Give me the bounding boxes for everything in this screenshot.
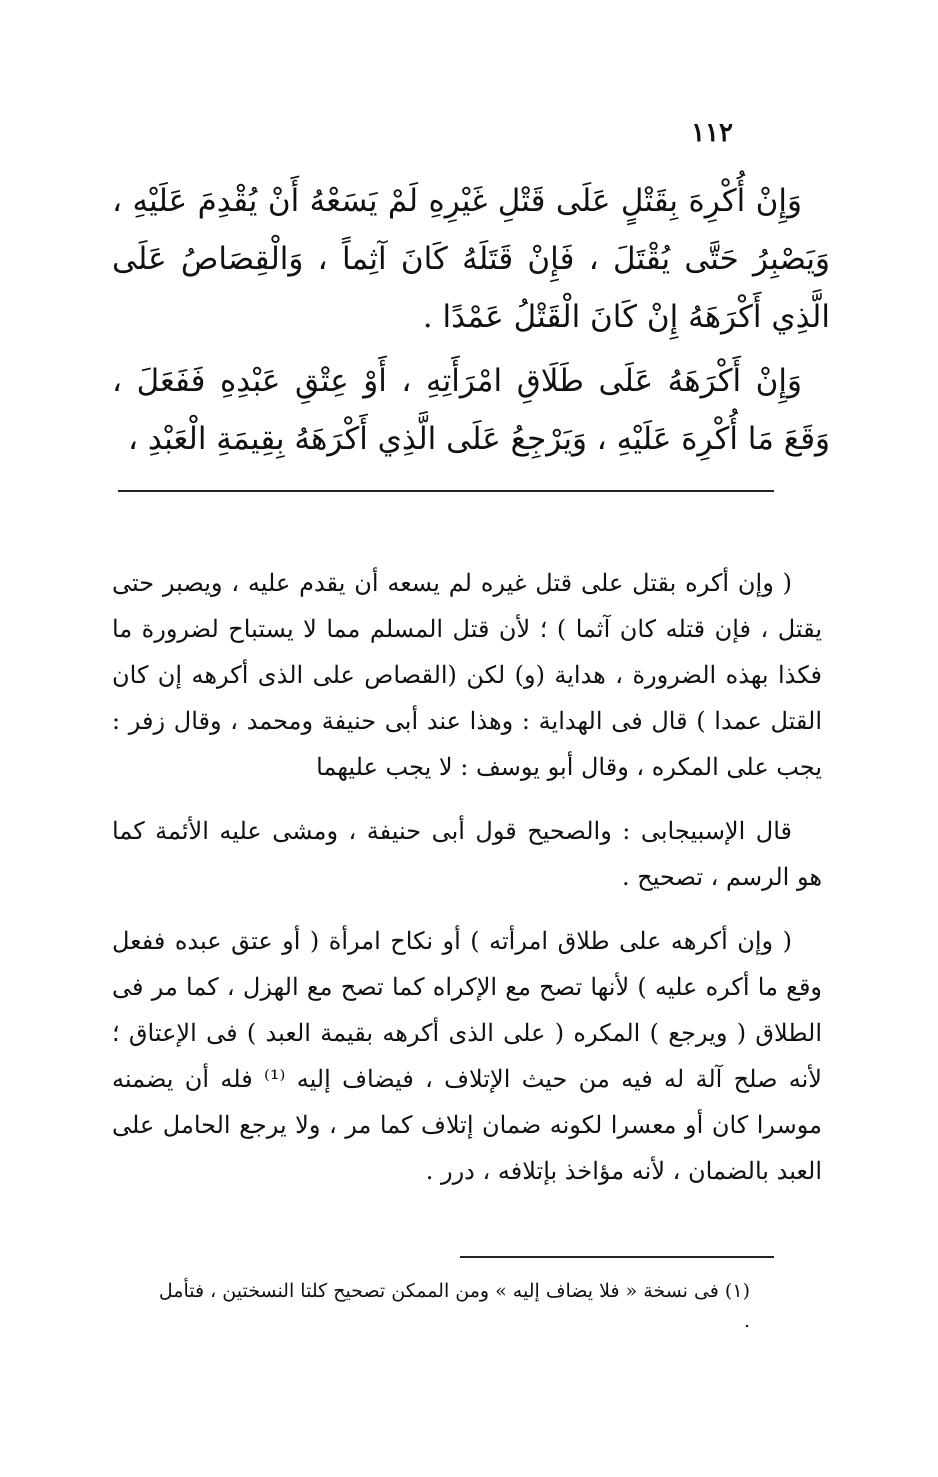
commentary-paragraph: ( وإن أكره بقتل على قتل غيره لم يسعه أن يقدم عليه ، ويصبر حتى يقتل ، فإن قتله كان آثما ) ؛ لأن قتل المسلم مما لا يستباح لضرورة ما فكذا بهذه الضرورة ، هداية (و) لكن (القصاص على الذى أكرهه إن كان القتل عمدا ) قال فى الهداية : وهذا عند أبى حنيفة ومحمد ، وقال زفر : يجب على المكره ، وقال أبو يوسف : لا يجب عليهما <box>112 569 822 781</box>
footnote-divider <box>460 1256 774 1258</box>
commentary-paragraph: قال الإسبيجابى : والصحيح قول أبى حنيفة ، ومشى عليه الأئمة كما هو الرسم ، تصحيح . <box>112 817 822 891</box>
commentary-paragraph: ( وإن أكرهه على طلاق امرأته ) أو نكاح امرأة ( أو عتق عبده ففعل وقع ما أكره عليه ) لأنها تصح مع الإكراه كما تصح مع الهزل ، كما مر فى الطلاق ( ويرجع ) المكره ( على الذى أكرهه بقيمة العبد ) فى الإعتاق ؛ لأنه صلح آلة له فيه من حيث الإتلاف ، فيضاف إليه ⁽¹⁾ فله أن يضمنه موسرا كان أو معسرا لكونه ضمان إتلاف كما مر ، ولا يرجع الحامل على العبد بالضمان ، لأنه مؤاخذ بإتلافه ، درر . <box>112 927 822 1185</box>
page-number: ١١٢ <box>691 118 733 148</box>
main-text-paragraph: وَإِنْ أُكْرِهَ بِقَتْلٍ عَلَى قَتْلِ غَيْرِهِ لَمْ يَسَعْهُ أَنْ يُقْدِمَ عَلَيْهِ ، وَيَصْبِرُ حَتَّى يُقْتَلَ ، فَإِنْ قَتَلَهُ كَانَ آثِماً ، وَالْقِصَاصُ عَلَى الَّذِي أَكْرَهَهُ إِنْ كَانَ الْقَتْلُ عَمْدًا . <box>112 183 830 335</box>
main-text <box>112 172 830 474</box>
main-text-paragraph: وَإِنْ أَكْرَهَهُ عَلَى طَلَاقِ امْرَأَتِهِ ، أَوْ عِتْقِ عَبْدِهِ فَفَعَلَ ، وَقَعَ مَا أُكْرِهَ عَلَيْهِ ، وَيَرْجِعُ عَلَى الَّذِي أَكْرَهَهُ بِقِيمَةِ الْعَبْدِ ، <box>112 363 830 457</box>
footnote: (١) فى نسخة « فلا يضاف إليه » ومن الممكن تصحيح كلتا النسختين ، فتأمل . <box>158 1280 750 1332</box>
commentary-text <box>112 560 822 1212</box>
section-divider <box>118 490 774 492</box>
